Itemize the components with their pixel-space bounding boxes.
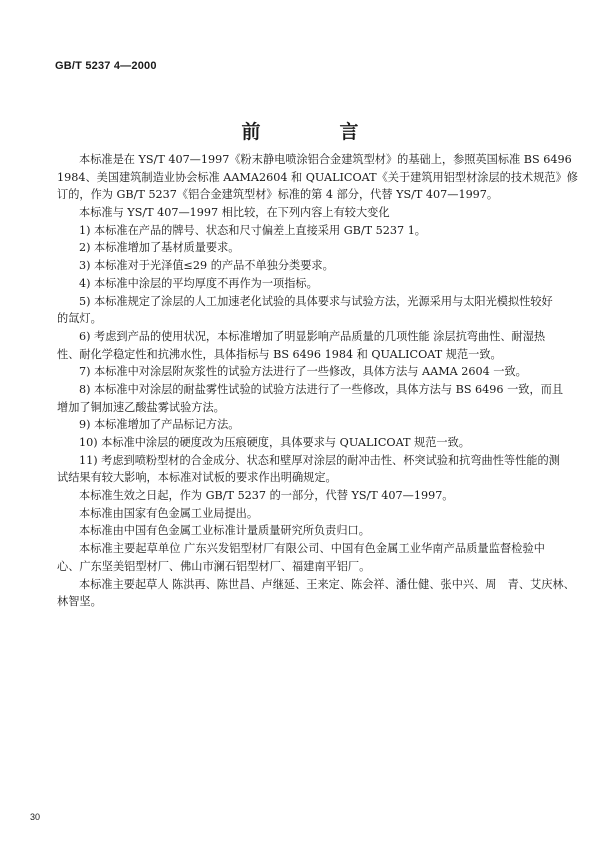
- text-line: 8) 本标准中对涂层的耐盐雾性试验的试验方法进行了一些修改，具体方法与 BS 6496 一致，而且: [79, 382, 564, 396]
- text-line: 3) 本标准对于光泽值≤29 的产品不单独分类要求。: [79, 259, 334, 273]
- text-line: 7) 本标准中对涂层附灰浆性的试验方法进行了一些修改，具体方法与 AAMA 2604 一致。: [79, 365, 527, 379]
- text-line: 2) 本标准增加了基材质量要求。: [79, 241, 240, 255]
- text-line: 性、耐化学稳定性和抗沸水性，具体指标与 BS 6496 1984 和 QUALICOAT 规范一致。: [57, 347, 502, 361]
- text-line: 本标准生效之日起，作为 GB/T 5237 的一部分，代替 YS/T 407—1997。: [79, 489, 454, 503]
- text-line: 4) 本标准中涂层的平均厚度不再作为一项指标。: [79, 276, 318, 290]
- text-line: 心、广东坚美铝型材厂、佛山市澜石铝型材厂、福建南平铝厂。: [57, 559, 371, 573]
- text-line: 1) 本标准在产品的牌号、状态和尺寸偏差上直接采用 GB/T 5237 1。: [79, 223, 426, 237]
- text-line: 林智坚。: [57, 595, 102, 609]
- text-line: 6) 考虑到产品的使用状况，本标准增加了明显影响产品质量的几项性能 涂层抗弯曲性、耐湿热: [79, 329, 546, 343]
- text-line: 1984、美国建筑制造业协会标准 AAMA2604 和 QUALICOAT《关于建筑用铝型材涂层的技术规范》修: [57, 170, 578, 184]
- text-line: 的氙灯。: [57, 312, 102, 326]
- text-line: 订的，作为 GB/T 5237《铝合金建筑型材》标准的第 4 部分，代替 YS/T 407—1997。: [57, 188, 499, 202]
- text-line: 本标准主要起草单位 广东兴发铝型材厂有限公司、中国有色金属工业华南产品质量监督检验中: [79, 542, 545, 556]
- foreword-body: [57, 151, 578, 611]
- text-line: 增加了铜加速乙酸盐雾试验方法。: [57, 400, 225, 414]
- text-line: 5) 本标准规定了涂层的人工加速老化试验的具体要求与试验方法，光源采用与太阳光模拟性较好: [79, 294, 553, 308]
- page-number: 30: [30, 812, 41, 822]
- text-line: 试结果有较大影响，本标准对试板的要求作出明确规定。: [57, 471, 337, 485]
- text-line: 本标准由国家有色金属工业局提出。: [79, 506, 259, 520]
- text-line: 10) 本标准中涂层的硬度改为压痕硬度，具体要求与 QUALICOAT 规范一致。: [79, 436, 470, 449]
- text-line: 本标准是在 YS/T 407—1997《粉末静电喷涂铝合金建筑型材》的基础上，参照英国标准 BS 6496: [79, 153, 572, 166]
- text-line: 11) 考虑到喷粉型材的合金成分、状态和壁厚对涂层的耐冲击性、杯突试验和抗弯曲性等性能的测: [79, 453, 560, 467]
- text-line: 本标准由中国有色金属工业标准计量质量研究所负责归口。: [79, 524, 370, 538]
- standard-number-header: GB/T 5237 4—2000: [55, 60, 157, 72]
- text-line: 本标准主要起草人 陈洪再、陈世昌、卢继延、王来定、陈会祥、潘仕健、张中兴、周 青、艾庆林、: [79, 577, 575, 591]
- text-line: 本标准与 YS/T 407—1997 相比较，在下列内容上有较大变化: [79, 206, 390, 220]
- page-title: 前 言: [241, 121, 389, 143]
- text-line: 9) 本标准增加了产品标记方法。: [79, 418, 240, 432]
